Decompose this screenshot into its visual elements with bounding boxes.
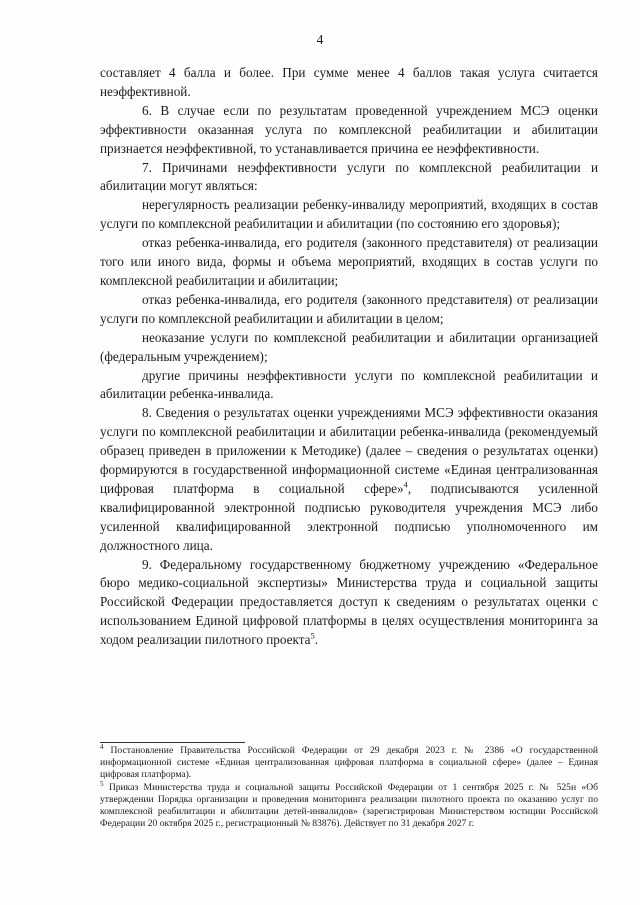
footnote-separator (100, 742, 245, 743)
list-item-non-provision: неоказание услуги по комплексной реабилитации и абилитации организацией (федеральным учреждением); (100, 329, 598, 364)
page-number: 4 (316, 32, 324, 47)
body-text (100, 64, 598, 650)
footnote-4 (100, 742, 598, 782)
paragraph-item-9 (100, 556, 598, 651)
list-item-irregularity: нерегулярность реализации ребенку-инвалиду мероприятий, входящих в состав услуги по комплексной реабилитации и абилитации (по состоянию его здоровья); (100, 197, 598, 232)
footnote-text: Приказ Министерства труда и социальной защиты Российской Федерации от 1 сентября 2025 г. № 525н «Об утверждении Порядка организации и проведения мониторинга реализации пилотного проекта по оказанию услуг по комплексной реабилитации и абилитации детей-инвалидов» (зарегистрирован Министерством юстиции Российской Федерации 20 октября 2025 г., регистрационный № 83876). Действует по 31 декабря 2027 г. (100, 781, 598, 830)
paragraph-item-8-text-end: , подписываются усиленной квалифицированной электронной подписью руководителя учреждения МСЭ либо усиленной квалифицированной электронной подписью уполномоченного им должностного лица. (100, 480, 598, 553)
paragraph-item-9-text: 9. Федеральному государственному бюджетному учреждению «Федеральное бюро медико-социальной экспертизы» Министерства труда и социальной защиты Российской Федерации предоставляется доступ к сведениям о результатах оценки с использованием Единой цифровой платформы в целях осуществления мониторинга за ходом реализации пилотного проекта (100, 556, 598, 648)
footnote-5 (100, 779, 598, 831)
footnote-ref-5[interactable]: 5 (310, 630, 315, 641)
list-item-full-refusal: отказ ребенка-инвалида, его родителя (законного представителя) от реализации услуги по комплексной реабилитации и абилитации в целом; (100, 291, 598, 326)
footnote-ref-4[interactable]: 4 (403, 479, 408, 490)
paragraph-item-8 (100, 404, 598, 555)
paragraph-item-6: 6. В случае если по результатам проведенной учреждением МСЭ оценки эффективности оказанная услуга по комплексной реабилитации и абилитации признается неэффективной, то устанавливается причина ее неэффективности. (100, 102, 598, 156)
footnote-mark: 5 (100, 779, 104, 788)
paragraph-item-8-text: 8. Сведения о результатах оценки учреждениями МСЭ эффективности оказания услуги по комплексной реабилитации и абилитации ребенка-инвалида (рекомендуемый образец приведен в приложении к Методике) (далее – сведения о результатах оценки) формируются в государственной информационной системе «Единая централизованная цифровая платформа в социальной сфере» (100, 405, 598, 496)
list-item-partial-refusal: отказ ребенка-инвалида, его родителя (законного представителя) от реализации того или иного вида, формы и объема мероприятий, входящих в состав услуги по комплексной реабилитации и абилитации; (100, 235, 598, 288)
paragraph-continuation: составляет 4 балла и более. При сумме менее 4 баллов такая услуга считается неэффективной. (100, 65, 598, 99)
paragraph-item-7: 7. Причинами неэффективности услуги по комплексной реабилитации и абилитации могут являться: (100, 159, 598, 194)
footnote-text: Постановление Правительства Российской Федерации от 29 декабря 2023 г. № 2386 «О государственной информационной системе «Единая централизованная цифровая платформа в социальной сфере» (далее – Единая цифровая платформа). (100, 745, 598, 781)
list-item-other-reasons: другие причины неэффективности услуги по комплексной реабилитации и абилитации ребенка-инвалида. (100, 367, 598, 402)
footnotes (100, 742, 598, 830)
footnote-mark: 4 (100, 742, 104, 751)
paragraph-item-9-text-end: . (314, 632, 319, 648)
